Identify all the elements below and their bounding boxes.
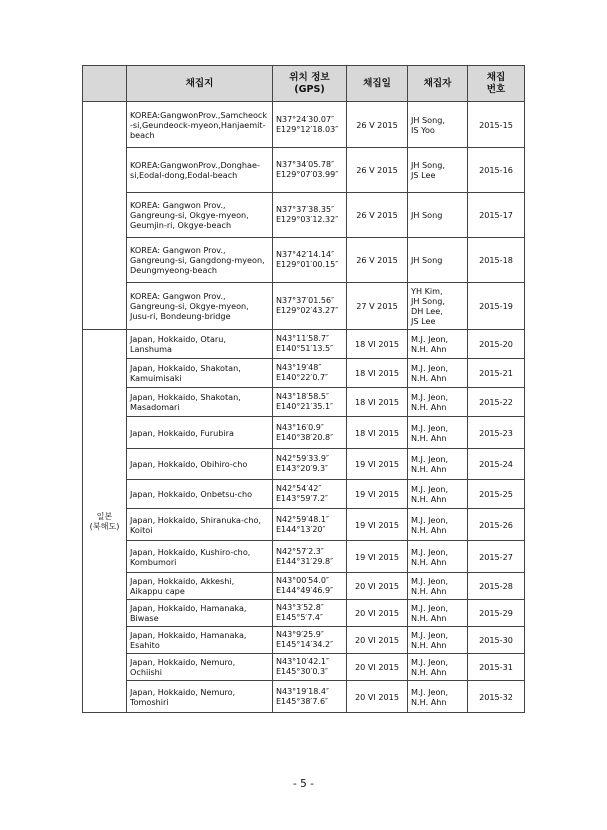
gps-line: E145°14′34.2″ — [276, 640, 334, 649]
collector-line: M.J. Jeon, — [411, 576, 449, 586]
collector-line: IS Yoo — [411, 124, 435, 135]
collection-table — [82, 65, 525, 713]
date-cell: 20 VI 2015 — [347, 654, 408, 681]
gps-line: E143°59′7.2″ — [276, 494, 329, 503]
locality-cell: Japan, Hokkaido, Furubira — [127, 417, 273, 449]
header-region — [83, 66, 127, 102]
gps-cell — [273, 509, 347, 541]
date-cell: 26 V 2015 — [347, 102, 408, 148]
date-cell: 19 VI 2015 — [347, 541, 408, 573]
gps-line: E145°38′7.6″ — [276, 696, 329, 706]
region-japan-line-2: (북해도) — [89, 521, 120, 531]
locality-cell: Japan, Hokkaido, Akkeshi, Aikappu cape — [127, 573, 273, 600]
gps-line: N37°37′38.35″ — [276, 205, 335, 214]
table-row — [83, 193, 525, 238]
collector-cell — [408, 193, 468, 238]
collection-number-cell: 2015-21 — [468, 359, 525, 388]
gps-cell — [273, 681, 347, 713]
gps-line: E129°03′12.32″ — [276, 215, 339, 224]
header-number-line-1: 채집 — [486, 71, 506, 83]
collector-line: N.H. Ahn — [411, 464, 447, 474]
gps-line: E144°49′46.9″ — [276, 586, 334, 595]
gps-line: E140°21′35.1″ — [276, 402, 334, 411]
table-row — [83, 283, 525, 330]
collection-number-cell: 2015-15 — [468, 102, 525, 148]
locality-cell: KOREA:GangwonProv.,Samcheock-si,Geundeock-myeon,Hanjaemit-beach — [127, 102, 273, 148]
date-cell: 20 VI 2015 — [347, 573, 408, 600]
collector-line: JH Song — [411, 210, 443, 220]
collection-number-cell: 2015-24 — [468, 449, 525, 480]
collector-line: JH Song, — [411, 114, 445, 125]
gps-line: E145°5′7.4″ — [276, 613, 323, 622]
gps-line: N43°18′58.5″ — [276, 392, 329, 401]
date-cell: 18 VI 2015 — [347, 359, 408, 388]
date-cell: 27 V 2015 — [347, 283, 408, 330]
gps-cell — [273, 283, 347, 330]
gps-line: N43°16′0.9″ — [276, 422, 324, 432]
collector-line: N.H. Ahn — [411, 524, 447, 535]
table-row — [83, 600, 525, 627]
header-number-line-2: 번호 — [486, 83, 506, 95]
locality-cell: Japan, Hokkaido, Hamanaka, Biwase — [127, 600, 273, 627]
collector-line: JS Lee — [411, 316, 436, 326]
collector-line: M.J. Jeon, — [411, 392, 449, 402]
collector-line: M.J. Jeon, — [411, 422, 449, 433]
collector-cell — [408, 388, 468, 417]
gps-line: E129°01′00.15″ — [276, 260, 339, 269]
collection-number-cell: 2015-26 — [468, 509, 525, 541]
gps-cell — [273, 417, 347, 449]
collector-cell — [408, 627, 468, 654]
collector-line: N.H. Ahn — [411, 432, 447, 443]
gps-cell — [273, 449, 347, 480]
page-number: - 5 - — [293, 778, 314, 790]
collector-line: M.J. Jeon, — [411, 454, 449, 464]
collection-number-cell: 2015-32 — [468, 681, 525, 713]
collection-number-cell: 2015-23 — [468, 417, 525, 449]
collector-line: JH Song, — [411, 296, 445, 306]
collector-line: N.H. Ahn — [411, 373, 447, 383]
locality-cell: KOREA: Gangwon Prov., Gangreung-si, Gangdong-myeon, Deungmyeong-beach — [127, 238, 273, 283]
gps-line: N43°19′48″ — [276, 363, 322, 372]
gps-line: E140°38′20.8″ — [276, 432, 334, 442]
gps-cell — [273, 148, 347, 193]
table-row — [83, 654, 525, 681]
collector-cell — [408, 148, 468, 193]
locality-cell: KOREA:GangwonProv.,Donghae-si,Eodal-dong,Eodal-beach — [127, 148, 273, 193]
gps-line: N43°11′58.7″ — [276, 334, 329, 343]
collector-cell — [408, 102, 468, 148]
table-row — [83, 330, 525, 359]
locality-cell: Japan, Hokkaido, Nemuro, Tomoshiri — [127, 681, 273, 713]
gps-cell — [273, 330, 347, 359]
gps-line: N42°59′33.9″ — [276, 454, 329, 463]
collection-number-cell: 2015-27 — [468, 541, 525, 573]
collector-line: M.J. Jeon, — [411, 630, 449, 640]
collector-cell — [408, 573, 468, 600]
date-cell: 19 VI 2015 — [347, 449, 408, 480]
collector-line: M.J. Jeon, — [411, 686, 449, 697]
collector-line: N.H. Ahn — [411, 494, 447, 504]
gps-line: N43°10′42.1″ — [276, 657, 329, 666]
locality-cell: Japan, Hokkaido, Kushiro-cho, Kombumori — [127, 541, 273, 573]
date-cell: 26 V 2015 — [347, 238, 408, 283]
collector-cell — [408, 541, 468, 573]
collector-line: N.H. Ahn — [411, 613, 447, 623]
collector-line: N.H. Ahn — [411, 667, 447, 677]
collector-cell — [408, 654, 468, 681]
gps-cell — [273, 654, 347, 681]
gps-cell — [273, 102, 347, 148]
collector-line: N.H. Ahn — [411, 344, 447, 354]
locality-cell: KOREA: Gangwon Prov., Gangreung-si, Okgye-myeon, Geumjin-ri, Okgye-beach — [127, 193, 273, 238]
header-number — [468, 66, 525, 102]
locality-cell: Japan, Hokkaido, Obihiro-cho — [127, 449, 273, 480]
table-row — [83, 102, 525, 148]
collection-number-cell: 2015-31 — [468, 654, 525, 681]
gps-line: N42°57′2.3″ — [276, 546, 324, 556]
gps-line: N37°42′14.14″ — [276, 250, 335, 259]
collection-number-cell: 2015-25 — [468, 480, 525, 509]
date-cell: 18 VI 2015 — [347, 330, 408, 359]
header-gps — [273, 66, 347, 102]
collector-cell — [408, 283, 468, 330]
gps-line: N43°19′18.4″ — [276, 686, 329, 696]
collector-cell — [408, 359, 468, 388]
gps-line: N37°34′05.78″ — [276, 160, 335, 169]
gps-line: N37°24′30.07″ — [276, 114, 335, 124]
header-collector: 채집자 — [408, 66, 468, 102]
gps-cell — [273, 573, 347, 600]
gps-line: N37°37′01.56″ — [276, 296, 335, 305]
collection-number-cell: 2015-20 — [468, 330, 525, 359]
gps-line: E140°51′13.5″ — [276, 344, 334, 353]
gps-line: E144°31′29.8″ — [276, 556, 334, 566]
date-cell: 18 VI 2015 — [347, 388, 408, 417]
gps-line: E145°30′0.3″ — [276, 667, 329, 676]
gps-line: N43°9′25.9″ — [276, 630, 324, 639]
collector-line: M.J. Jeon, — [411, 657, 449, 667]
locality-cell: Japan, Hokkaido, Otaru, Lanshuma — [127, 330, 273, 359]
collector-line: N.H. Ahn — [411, 586, 447, 596]
gps-line: E129°12′18.03″ — [276, 124, 339, 134]
collector-line: JH Song — [411, 255, 443, 265]
gps-line: N42°59′48.1″ — [276, 514, 329, 524]
table-row — [83, 627, 525, 654]
collector-line: M.J. Jeon, — [411, 363, 449, 373]
collector-cell — [408, 600, 468, 627]
collection-number-cell: 2015-22 — [468, 388, 525, 417]
collector-line: YH Kim, — [411, 286, 443, 296]
collector-cell — [408, 417, 468, 449]
locality-cell: Japan, Hokkaido, Shiranuka-cho, Koitoi — [127, 509, 273, 541]
collection-number-cell: 2015-28 — [468, 573, 525, 600]
table-row — [83, 449, 525, 480]
locality-cell: Japan, Hokkaido, Shakotan, Kamuimisaki — [127, 359, 273, 388]
locality-cell: Japan, Hokkaido, Shakotan, Masadomari — [127, 388, 273, 417]
locality-cell: Japan, Hokkaido, Hamanaka, Esahito — [127, 627, 273, 654]
collector-line: DH Lee, — [411, 306, 443, 316]
collector-line: M.J. Jeon, — [411, 546, 449, 557]
collector-line: M.J. Jeon, — [411, 603, 449, 613]
collector-line: N.H. Ahn — [411, 640, 447, 650]
table-row — [83, 388, 525, 417]
collector-line: M.J. Jeon, — [411, 334, 449, 344]
date-cell: 19 VI 2015 — [347, 480, 408, 509]
table-row — [83, 148, 525, 193]
region-cell-korea — [83, 102, 127, 330]
gps-line: E143°20′9.3″ — [276, 464, 329, 473]
gps-line: N43°3′52.8″ — [276, 603, 324, 612]
locality-cell: KOREA: Gangwon Prov., Gangreung-si, Okgye-myeon, Jusu-ri, Bondeung-bridge — [127, 283, 273, 330]
gps-cell — [273, 388, 347, 417]
date-cell: 20 VI 2015 — [347, 681, 408, 713]
header-gps-line-2: (GPS) — [294, 83, 325, 95]
collection-number-cell: 2015-17 — [468, 193, 525, 238]
collection-number-cell: 2015-29 — [468, 600, 525, 627]
collection-number-cell: 2015-18 — [468, 238, 525, 283]
table-row — [83, 541, 525, 573]
gps-line: N42°54′42″ — [276, 484, 322, 493]
table-row — [83, 480, 525, 509]
collector-cell — [408, 509, 468, 541]
collection-number-cell: 2015-16 — [468, 148, 525, 193]
gps-cell — [273, 627, 347, 654]
gps-line: N43°00′54.0″ — [276, 576, 329, 585]
collector-line: M.J. Jeon, — [411, 484, 449, 494]
date-cell: 19 VI 2015 — [347, 509, 408, 541]
table-row — [83, 417, 525, 449]
collector-line: N.H. Ahn — [411, 402, 447, 412]
gps-line: E144°13′20″ — [276, 524, 326, 534]
collector-line: N.H. Ahn — [411, 556, 447, 567]
collector-line: M.J. Jeon, — [411, 514, 449, 525]
table-header-row — [83, 66, 525, 102]
header-gps-line-1: 위치 정보 — [289, 71, 330, 83]
collector-line: JS Lee — [411, 170, 436, 180]
gps-line: E129°02′43.27″ — [276, 306, 339, 315]
gps-cell — [273, 238, 347, 283]
gps-cell — [273, 600, 347, 627]
table-row — [83, 238, 525, 283]
region-cell-japan — [83, 330, 127, 713]
region-japan-line-1: 일본 — [96, 511, 113, 521]
collector-cell — [408, 681, 468, 713]
collector-cell — [408, 480, 468, 509]
collector-cell — [408, 449, 468, 480]
collector-cell — [408, 238, 468, 283]
header-date: 채집일 — [347, 66, 408, 102]
table-row — [83, 509, 525, 541]
table-row — [83, 681, 525, 713]
gps-cell — [273, 480, 347, 509]
header-locality: 채집지 — [127, 66, 273, 102]
table-row — [83, 359, 525, 388]
collection-number-cell: 2015-30 — [468, 627, 525, 654]
locality-cell: Japan, Hokkaido, Onbetsu-cho — [127, 480, 273, 509]
gps-cell — [273, 193, 347, 238]
collector-line: JH Song, — [411, 160, 445, 170]
date-cell: 18 VI 2015 — [347, 417, 408, 449]
table-row — [83, 573, 525, 600]
gps-line: E129°07′03.99″ — [276, 170, 339, 179]
collector-cell — [408, 330, 468, 359]
gps-line: E140°22′0.7″ — [276, 373, 329, 382]
collection-number-cell: 2015-19 — [468, 283, 525, 330]
table-body — [83, 102, 525, 713]
gps-cell — [273, 359, 347, 388]
date-cell: 26 V 2015 — [347, 148, 408, 193]
date-cell: 20 VI 2015 — [347, 627, 408, 654]
date-cell: 26 V 2015 — [347, 193, 408, 238]
date-cell: 20 VI 2015 — [347, 600, 408, 627]
gps-cell — [273, 541, 347, 573]
collector-line: N.H. Ahn — [411, 696, 447, 707]
locality-cell: Japan, Hokkaido, Nemuro, Ochiishi — [127, 654, 273, 681]
